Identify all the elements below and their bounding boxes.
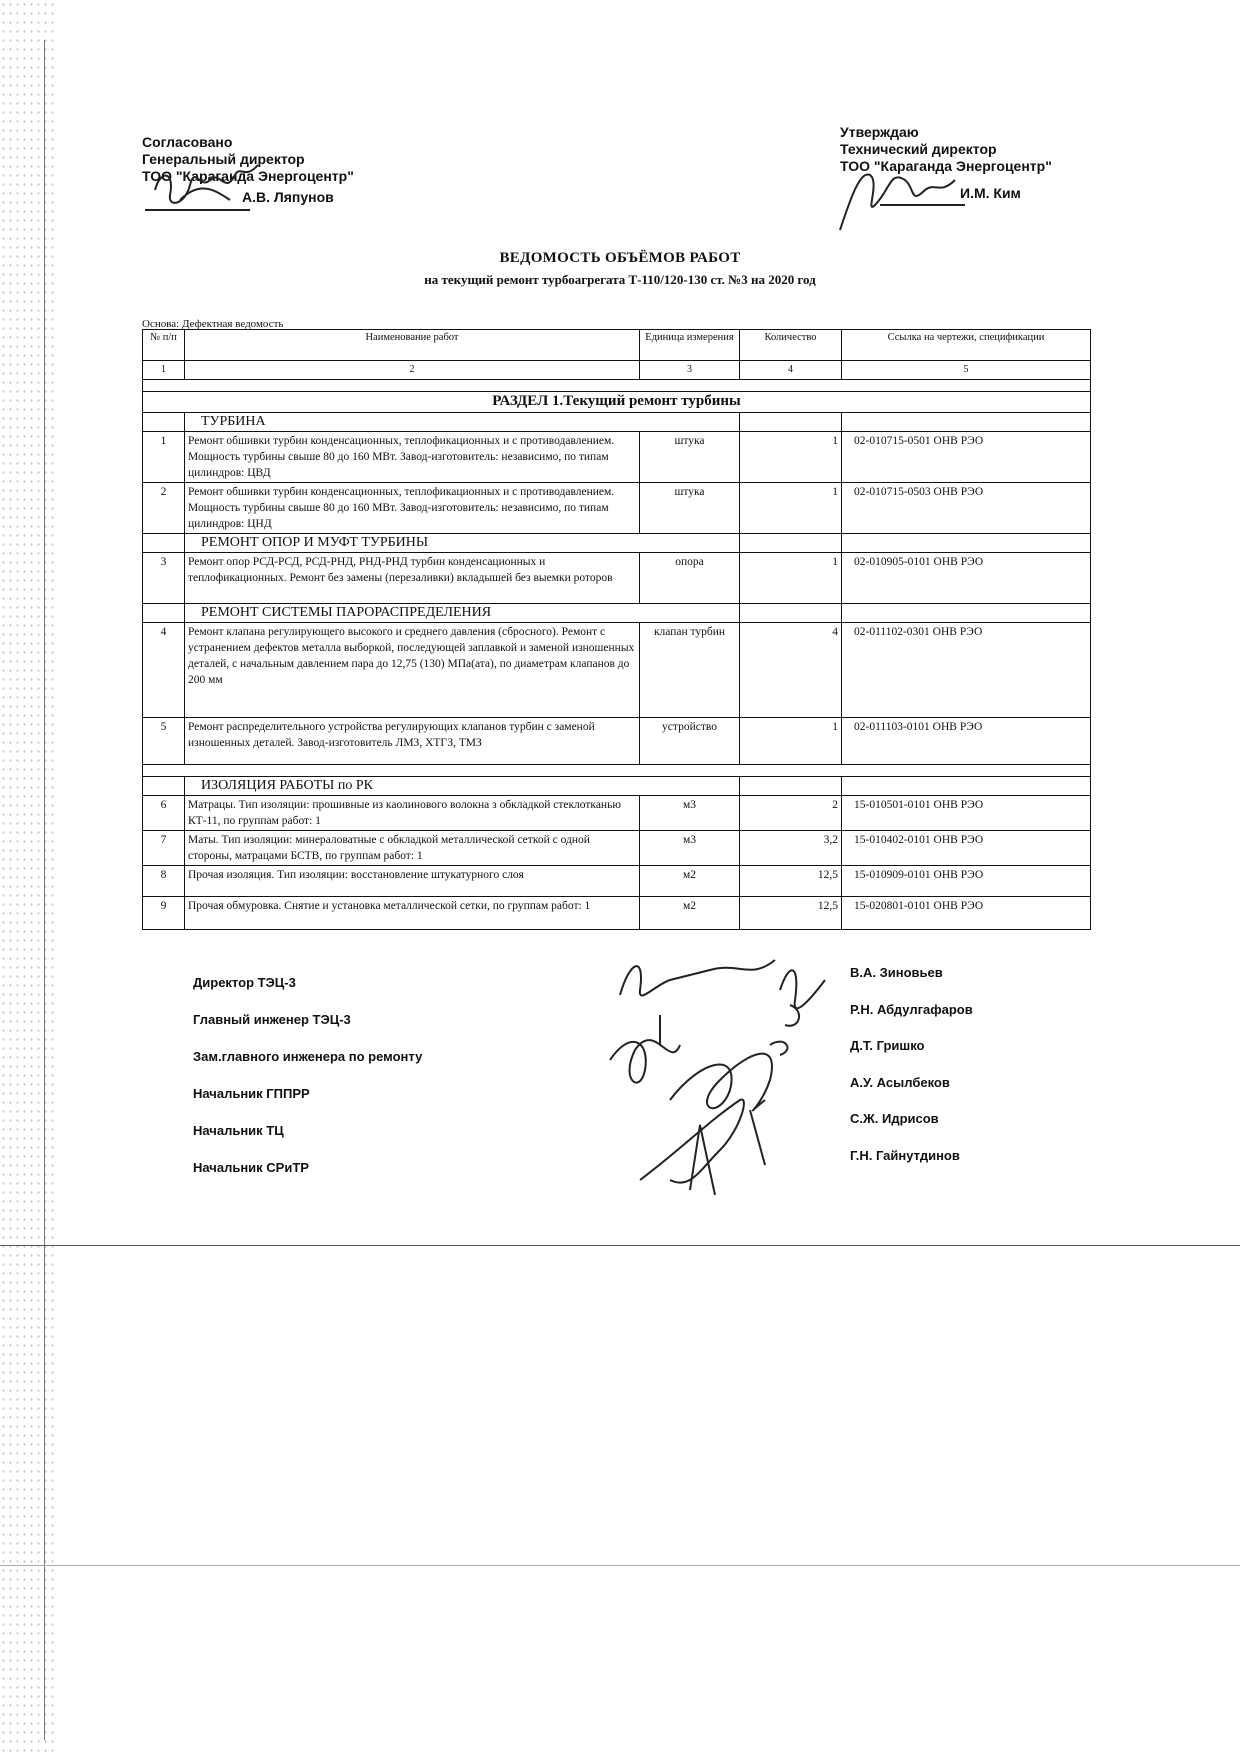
approval-left-name: А.В. Ляпунов: [242, 189, 334, 205]
row-qty: 1: [740, 483, 842, 534]
header-unit: Единица измерения: [640, 330, 740, 361]
header-ref: Ссылка на чертежи, спецификации: [842, 330, 1091, 361]
document-basis: Основа: Дефектная ведомость: [142, 318, 284, 330]
row-name: Прочая изоляция. Тип изоляции: восстановление штукатурного слоя: [185, 866, 640, 897]
row-name: Ремонт клапана регулирующего высокого и среднего давления (сбросного). Ремонт с устранением дефектов металла выборкой, последующей заплавкой и заменой изношенных деталей, с начальным давлением пара до 12,75 (130) МПа(ата), по диаметрам клапанов до 200 мм: [185, 623, 640, 718]
row-ref: 02-010715-0501 ОНВ РЭО: [842, 432, 1091, 483]
signatory-position: Начальник ТЦ: [193, 1123, 284, 1138]
approval-right-name: И.М. Ким: [960, 185, 1021, 201]
subsection-row: [143, 413, 1091, 432]
spacer-row: [143, 380, 1091, 392]
table-row: [143, 553, 1091, 604]
signatory-positions: [193, 975, 422, 1197]
signatory-names: [850, 965, 973, 1184]
subsection-row: [143, 777, 1091, 796]
row-num: 2: [143, 483, 185, 534]
row-name: Прочая обмуровка. Снятие и установка металлической сетки, по группам работ: 1: [185, 897, 640, 930]
row-qty: 2: [740, 796, 842, 831]
subsection-row: [143, 534, 1091, 553]
subsection-steam: РЕМОНТ СИСТЕМЫ ПАРОРАСПРЕДЕЛЕНИЯ: [185, 604, 740, 623]
subsection-insulation: ИЗОЛЯЦИЯ РАБОТЫ по РК: [185, 777, 740, 796]
row-num: 8: [143, 866, 185, 897]
row-unit: штука: [640, 432, 740, 483]
row-num: 3: [143, 553, 185, 604]
row-unit: устройство: [640, 718, 740, 765]
row-qty: 1: [740, 432, 842, 483]
table-row: [143, 432, 1091, 483]
signature-left: [140, 150, 270, 220]
col-number: 5: [842, 361, 1091, 380]
row-ref: 02-011103-0101 ОНВ РЭО: [842, 718, 1091, 765]
row-ref: 02-010715-0503 ОНВ РЭО: [842, 483, 1091, 534]
approval-left-position: Генеральный директор: [142, 151, 305, 167]
scan-divider-line: [0, 1245, 1240, 1246]
spacer-row: [143, 765, 1091, 777]
signatory-position: Директор ТЭЦ-3: [193, 975, 296, 990]
signatory-name: С.Ж. Идрисов: [850, 1111, 939, 1126]
signatory-name: Д.Т. Гришко: [850, 1038, 925, 1053]
approval-right-position: Технический директор: [840, 141, 997, 157]
row-qty: 12,5: [740, 866, 842, 897]
table-row: [143, 831, 1091, 866]
row-num: 4: [143, 623, 185, 718]
table-row: [143, 897, 1091, 930]
document-title: ВЕДОМОСТЬ ОБЪЁМОВ РАБОТ: [499, 250, 741, 266]
scan-fold-line: [44, 40, 45, 1740]
signatory-position: Зам.главного инженера по ремонту: [193, 1049, 423, 1064]
signatory-name: Р.Н. Абдулгафаров: [850, 1001, 973, 1017]
signature-right: [830, 160, 970, 235]
row-num: 1: [143, 432, 185, 483]
row-qty: 1: [740, 553, 842, 604]
signatory-position: Начальник ГППРР: [193, 1086, 310, 1101]
signatory-name: Г.Н. Гайнутдинов: [850, 1147, 960, 1163]
row-qty: 4: [740, 623, 842, 718]
row-unit: м2: [640, 897, 740, 930]
row-ref: 15-010909-0101 ОНВ РЭО: [842, 866, 1091, 897]
approval-left-org: ТОО "Караганда Энергоцентр": [142, 168, 354, 184]
row-name: Ремонт распределительного устройства регулирующих клапанов турбин с заменой изношенных деталей. Завод-изготовитель ЛМЗ, ХТГЗ, ТМЗ: [185, 718, 640, 765]
section-row: [143, 392, 1091, 413]
signatory-name: А.У. Асылбеков: [850, 1074, 950, 1090]
row-name: Маты. Тип изоляции: минераловатные с обкладкой металлической сеткой с одной стороны, матрацами БСТВ, по группам работ: 1: [185, 831, 640, 866]
row-unit: опора: [640, 553, 740, 604]
row-name: Ремонт обшивки турбин конденсационных, теплофикационных и с противодавлением. Мощность турбины свыше 80 до 160 МВт. Завод-изготовитель: независимо, по типам цилиндров: ЦВД: [185, 432, 640, 483]
signatory-name: В.А. Зиновьев: [850, 965, 943, 980]
row-ref: 02-010905-0101 ОНВ РЭО: [842, 553, 1091, 604]
row-num: 7: [143, 831, 185, 866]
header-qty: Количество: [740, 330, 842, 361]
table-row: [143, 866, 1091, 897]
row-num: 9: [143, 897, 185, 930]
row-num: 6: [143, 796, 185, 831]
subsection-row: [143, 604, 1091, 623]
column-numbers-row: [143, 361, 1091, 380]
works-table: [142, 329, 1091, 930]
row-ref: 15-010501-0101 ОНВ РЭО: [842, 796, 1091, 831]
row-qty: 12,5: [740, 897, 842, 930]
row-ref: 15-010402-0101 ОНВ РЭО: [842, 831, 1091, 866]
table-header-row: [143, 330, 1091, 361]
row-ref: 02-011102-0301 ОНВ РЭО: [842, 623, 1091, 718]
col-number: 1: [143, 361, 185, 380]
subsection-turbine: ТУРБИНА: [185, 413, 740, 432]
row-name: Ремонт опор РСД-РСД, РСД-РНД, РНД-РНД турбин конденсационных и теплофикационных. Ремонт без замены (перезаливки) вкладышей без выемки роторов: [185, 553, 640, 604]
approval-right-label: Утверждаю: [840, 124, 919, 140]
row-name: Матрацы. Тип изоляции: прошивные из каолинового волокна з обкладкой стеклотканью КТ-11, по группам работ: 1: [185, 796, 640, 831]
row-name: Ремонт обшивки турбин конденсационных, теплофикационных и с противодавлением. Мощность турбины свыше 80 до 160 МВт. Завод-изготовитель: независимо, по типам цилиндров: ЦНД: [185, 483, 640, 534]
approval-left-label: Согласовано: [142, 134, 233, 150]
approval-right-org: ТОО "Караганда Энергоцентр": [840, 158, 1052, 174]
col-number: 4: [740, 361, 842, 380]
subsection-supports: РЕМОНТ ОПОР И МУФТ ТУРБИНЫ: [185, 534, 740, 553]
row-qty: 3,2: [740, 831, 842, 866]
row-unit: м2: [640, 866, 740, 897]
row-unit: м3: [640, 831, 740, 866]
col-number: 2: [185, 361, 640, 380]
row-unit: м3: [640, 796, 740, 831]
signatures-cluster: [600, 950, 860, 1220]
table-row: [143, 623, 1091, 718]
section-title: РАЗДЕЛ 1.Текущий ремонт турбины: [143, 392, 1091, 413]
row-num: 5: [143, 718, 185, 765]
table-row: [143, 796, 1091, 831]
table-row: [143, 718, 1091, 765]
header-num: № п/п: [143, 330, 185, 361]
col-number: 3: [640, 361, 740, 380]
header-name: Наименование работ: [185, 330, 640, 361]
signatory-position: Главный инженер ТЭЦ-3: [193, 1012, 351, 1027]
document-subtitle: на текущий ремонт турбоагрегата Т-110/120-130 ст. №3 на 2020 год: [424, 272, 816, 287]
scan-faint-line: [0, 1565, 1240, 1566]
row-qty: 1: [740, 718, 842, 765]
row-unit: клапан турбин: [640, 623, 740, 718]
row-unit: штука: [640, 483, 740, 534]
signatory-position: Начальник СРиТР: [193, 1160, 309, 1175]
table-row: [143, 483, 1091, 534]
row-ref: 15-020801-0101 ОНВ РЭО: [842, 897, 1091, 930]
